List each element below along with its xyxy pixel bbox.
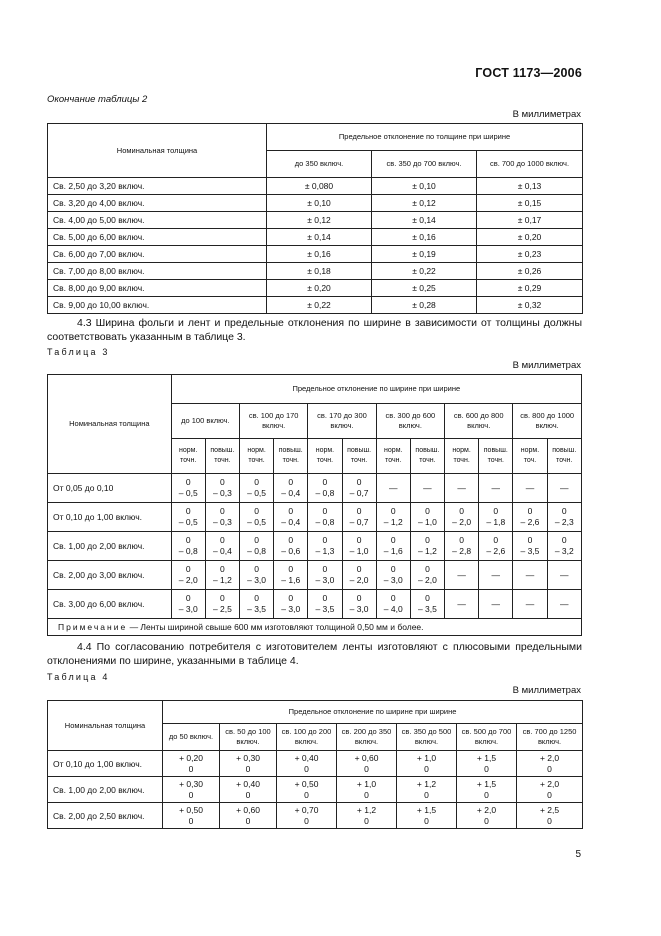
- t3-cell: —: [445, 474, 479, 503]
- t4-cell: + 1,5 0: [457, 751, 517, 777]
- t3-note-label: Примечание: [58, 622, 128, 632]
- t2-cell: ± 0,29: [477, 280, 583, 297]
- t4-cell: + 0,50 0: [163, 803, 220, 829]
- t3-cell: —: [547, 474, 581, 503]
- t3-cell: 0 – 3,0: [342, 590, 376, 619]
- t3-cell: 0 – 0,7: [342, 503, 376, 532]
- t3-cell: 0 – 1,2: [376, 503, 410, 532]
- t3-sub-header: норм. точн.: [171, 439, 205, 474]
- t4-row-label: Св. 2,00 до 2,50 включ.: [48, 803, 163, 829]
- t4-cell: + 1,2 0: [397, 777, 457, 803]
- table-row: [48, 178, 583, 195]
- t4-cell: + 0,20 0: [163, 751, 220, 777]
- t3-col-header: до 100 включ.: [171, 404, 239, 439]
- table-row: [48, 246, 583, 263]
- t4-col-header: св. 500 до 700 включ.: [457, 724, 517, 751]
- t3-cell: 0 – 0,4: [274, 503, 308, 532]
- t3-cell: 0 – 4,0: [376, 590, 410, 619]
- t4-cell: + 0,40 0: [220, 777, 277, 803]
- t4-cell: + 0,60 0: [220, 803, 277, 829]
- t3-cell: —: [547, 590, 581, 619]
- t2-row-label: Св. 2,50 до 3,20 включ.: [48, 178, 267, 195]
- t4-cell: + 0,40 0: [277, 751, 337, 777]
- table4-units: В миллиметрах: [512, 685, 581, 696]
- t3-cell: —: [479, 474, 513, 503]
- table3-label: Таблица 3: [47, 347, 110, 357]
- t3-cell: 0 – 1,2: [205, 561, 239, 590]
- t4-cell: + 1,5 0: [397, 803, 457, 829]
- t3-cell: 0 – 0,5: [171, 474, 205, 503]
- t4-cell: + 2,0 0: [457, 803, 517, 829]
- t3-cell: 0 – 3,5: [239, 590, 273, 619]
- table-row: [48, 212, 583, 229]
- t3-group-header: Предельное отклонение по ширине при ширине: [171, 375, 581, 404]
- table-row: [48, 803, 583, 829]
- table3-units: В миллиметрах: [512, 360, 581, 371]
- table-row: [48, 195, 583, 212]
- t3-cell: 0 – 3,0: [376, 561, 410, 590]
- t4-cell: + 0,70 0: [277, 803, 337, 829]
- t3-sub-header: норм. точ.: [513, 439, 547, 474]
- t4-col-header: св. 200 до 350 включ.: [337, 724, 397, 751]
- t2-cell: ± 0,16: [372, 229, 477, 246]
- t4-cell: + 0,30 0: [220, 751, 277, 777]
- t2-group-header: Предельное отклонение по толщине при ширине: [267, 124, 583, 151]
- t4-row-label: Св. 1,00 до 2,00 включ.: [48, 777, 163, 803]
- t3-cell: 0 – 1,0: [342, 532, 376, 561]
- t3-cell: 0 – 0,6: [274, 532, 308, 561]
- t2-cell: ± 0,20: [267, 280, 372, 297]
- document-code: ГОСТ 1173—2006: [475, 66, 582, 80]
- t2-cell: ± 0,32: [477, 297, 583, 314]
- t4-cell: + 1,0 0: [337, 777, 397, 803]
- t3-row-label: Св. 2,00 до 3,00 включ.: [48, 561, 172, 590]
- paragraph-4-3: [47, 316, 582, 344]
- t3-cell: 0 – 2,0: [342, 561, 376, 590]
- t3-col-header: св. 300 до 600 включ.: [376, 404, 444, 439]
- t3-cell: 0 – 2,6: [513, 503, 547, 532]
- t3-cell: 0 – 2,0: [410, 561, 444, 590]
- t3-cell: 0 – 0,7: [342, 474, 376, 503]
- t3-cell: —: [479, 561, 513, 590]
- t2-row-label: Св. 7,00 до 8,00 включ.: [48, 263, 267, 280]
- t2-cell: ± 0,19: [372, 246, 477, 263]
- t3-cell: 0 – 0,3: [205, 474, 239, 503]
- table-row: [48, 297, 583, 314]
- t3-sub-header: норм. точн.: [376, 439, 410, 474]
- t2-cell: ± 0,25: [372, 280, 477, 297]
- t2-cell: ± 0,17: [477, 212, 583, 229]
- t3-cell: —: [547, 561, 581, 590]
- table-row: [48, 751, 583, 777]
- paragraph-4-3-text: 4.3 Ширина фольги и лент и предельные отклонения по ширине в зависимости от толщины должны соответствовать указанным в таблице 3.: [47, 317, 582, 343]
- t3-cell: —: [445, 590, 479, 619]
- t3-row-label: Св. 1,00 до 2,00 включ.: [48, 532, 172, 561]
- t2-cell: ± 0,20: [477, 229, 583, 246]
- t2-cell: ± 0,16: [267, 246, 372, 263]
- t3-note: [48, 619, 582, 636]
- t3-note-text: — Ленты шириной свыше 600 мм изготовляют толщиной 0,50 мм и более.: [127, 622, 424, 632]
- t3-cell: 0 – 0,5: [239, 503, 273, 532]
- t4-col-header: до 50 включ.: [163, 724, 220, 751]
- t3-cell: —: [445, 561, 479, 590]
- t4-row-label: От 0,10 до 1,00 включ.: [48, 751, 163, 777]
- t2-col-header: св. 350 до 700 включ.: [372, 151, 477, 178]
- t3-cell: —: [513, 561, 547, 590]
- t3-sub-header: норм. точн.: [239, 439, 273, 474]
- t3-cell: 0 – 3,5: [308, 590, 342, 619]
- table2-units: В миллиметрах: [512, 109, 581, 120]
- t3-cell: 0 – 0,8: [308, 474, 342, 503]
- t2-col-header: св. 700 до 1000 включ.: [477, 151, 583, 178]
- table-row: [48, 503, 582, 532]
- t3-cell: 0 – 3,5: [513, 532, 547, 561]
- t2-cell: ± 0,080: [267, 178, 372, 195]
- t4-body: [48, 751, 583, 829]
- t3-cell: 0 – 3,2: [547, 532, 581, 561]
- t3-col-header: св. 600 до 800 включ.: [445, 404, 513, 439]
- t3-row-label: Св. 3,00 до 6,00 включ.: [48, 590, 172, 619]
- t2-cell: ± 0,14: [372, 212, 477, 229]
- t4-col-header: св. 100 до 200 включ.: [277, 724, 337, 751]
- t3-cell: 0 – 0,4: [205, 532, 239, 561]
- t4-cell: + 0,50 0: [277, 777, 337, 803]
- t3-cell: —: [376, 474, 410, 503]
- t3-cell: 0 – 2,5: [205, 590, 239, 619]
- t3-cell: 0 – 2,3: [547, 503, 581, 532]
- t4-cell: + 2,5 0: [517, 803, 583, 829]
- table-row: [48, 532, 582, 561]
- t2-cell: ± 0,22: [267, 297, 372, 314]
- t2-cell: ± 0,18: [267, 263, 372, 280]
- t3-body: [48, 474, 582, 619]
- t3-sub-header: повыш. точн.: [342, 439, 376, 474]
- t4-col-nominal: Номинальная толщина: [48, 701, 163, 751]
- t2-body: [48, 178, 583, 314]
- t3-cell: 0 – 2,8: [445, 532, 479, 561]
- t3-sub-header: норм. точн.: [445, 439, 479, 474]
- t4-cell: + 1,2 0: [337, 803, 397, 829]
- t4-cell: + 2,0 0: [517, 777, 583, 803]
- t3-cell: 0 – 1,8: [479, 503, 513, 532]
- t2-cell: ± 0,12: [372, 195, 477, 212]
- t3-col-header: св. 100 до 170 включ.: [239, 404, 307, 439]
- t4-col-header: св. 350 до 500 включ.: [397, 724, 457, 751]
- t3-cell: 0 – 2,0: [171, 561, 205, 590]
- t4-cell: + 0,60 0: [337, 751, 397, 777]
- table-3: [47, 374, 582, 636]
- t2-row-label: Св. 3,20 до 4,00 включ.: [48, 195, 267, 212]
- t3-col-nominal: Номинальная толщина: [48, 375, 172, 474]
- t3-cell: 0 – 1,3: [308, 532, 342, 561]
- t4-col-header: св. 700 до 1250 включ.: [517, 724, 583, 751]
- t4-cell: + 2,0 0: [517, 751, 583, 777]
- t3-cell: 0 – 1,6: [376, 532, 410, 561]
- t3-cell: 0 – 0,8: [308, 503, 342, 532]
- t4-group-header: Предельное отклонение по ширине при ширине: [163, 701, 583, 724]
- t3-cell: 0 – 3,0: [239, 561, 273, 590]
- t3-cell: 0 – 2,0: [445, 503, 479, 532]
- t2-cell: ± 0,13: [477, 178, 583, 195]
- t3-cell: 0 – 0,5: [171, 503, 205, 532]
- t3-cell: —: [513, 474, 547, 503]
- t3-cell: 0 – 1,2: [410, 532, 444, 561]
- t3-cell: 0 – 3,0: [171, 590, 205, 619]
- t2-row-label: Св. 5,00 до 6,00 включ.: [48, 229, 267, 246]
- t2-row-label: Св. 6,00 до 7,00 включ.: [48, 246, 267, 263]
- t2-cell: ± 0,15: [477, 195, 583, 212]
- t3-cell: 0 – 1,0: [410, 503, 444, 532]
- page-number: 5: [575, 849, 581, 860]
- table-row: [48, 561, 582, 590]
- paragraph-4-4: [47, 640, 582, 668]
- t4-col-header: св. 50 до 100 включ.: [220, 724, 277, 751]
- t3-cell: —: [513, 590, 547, 619]
- t3-sub-header: повыш. точн.: [274, 439, 308, 474]
- t3-cell: 0 – 0,8: [239, 532, 273, 561]
- table-row: [48, 229, 583, 246]
- t3-sub-header: повыш. точн.: [205, 439, 239, 474]
- t3-row-label: От 0,10 до 1,00 включ.: [48, 503, 172, 532]
- t2-cell: ± 0,26: [477, 263, 583, 280]
- t3-cell: 0 – 0,4: [274, 474, 308, 503]
- t4-cell: + 1,0 0: [397, 751, 457, 777]
- t2-row-label: Св. 4,00 до 5,00 включ.: [48, 212, 267, 229]
- t3-cell: 0 – 0,3: [205, 503, 239, 532]
- table4-label: Таблица 4: [47, 672, 110, 682]
- t2-cell: ± 0,23: [477, 246, 583, 263]
- t3-col-header: св. 800 до 1000 включ.: [513, 404, 582, 439]
- table-row: [48, 777, 583, 803]
- t3-cell: 0 – 0,5: [239, 474, 273, 503]
- t3-cell: —: [479, 590, 513, 619]
- table-row: [48, 280, 583, 297]
- t2-cell: ± 0,10: [372, 178, 477, 195]
- table-2: [47, 123, 583, 314]
- t3-sub-header: повыш. точн.: [547, 439, 581, 474]
- table-row: [48, 263, 583, 280]
- t2-cell: ± 0,14: [267, 229, 372, 246]
- t2-row-label: Св. 9,00 до 10,00 включ.: [48, 297, 267, 314]
- t3-col-header: св. 170 до 300 включ.: [308, 404, 376, 439]
- t3-cell: 0 – 3,0: [274, 590, 308, 619]
- table-4: [47, 700, 583, 829]
- t3-sub-header: повыш. точн.: [410, 439, 444, 474]
- t2-cell: ± 0,10: [267, 195, 372, 212]
- t2-col-header: до 350 включ.: [267, 151, 372, 178]
- t3-cell: —: [410, 474, 444, 503]
- t3-sub-header: норм. точн.: [308, 439, 342, 474]
- table2-caption: Окончание таблицы 2: [47, 94, 148, 105]
- t3-cell: 0 – 0,8: [171, 532, 205, 561]
- t3-cell: 0 – 2,6: [479, 532, 513, 561]
- t2-cell: ± 0,28: [372, 297, 477, 314]
- t3-sub-header: повыш. точн.: [479, 439, 513, 474]
- t2-cell: ± 0,12: [267, 212, 372, 229]
- table-row: [48, 474, 582, 503]
- t3-row-label: От 0,05 до 0,10: [48, 474, 172, 503]
- t3-cell: 0 – 3,5: [410, 590, 444, 619]
- t2-cell: ± 0,22: [372, 263, 477, 280]
- paragraph-4-4-text: 4.4 По согласованию потребителя с изготовителем ленты изготовляют с плюсовыми предельными отклонениями по ширине, указанными в таблице 4.: [47, 641, 582, 667]
- table-row: [48, 590, 582, 619]
- t4-cell: + 0,30 0: [163, 777, 220, 803]
- t2-col-nominal: Номинальная толщина: [48, 124, 267, 178]
- t4-cell: + 1,5 0: [457, 777, 517, 803]
- t2-row-label: Св. 8,00 до 9,00 включ.: [48, 280, 267, 297]
- t3-cell: 0 – 3,0: [308, 561, 342, 590]
- t3-cell: 0 – 1,6: [274, 561, 308, 590]
